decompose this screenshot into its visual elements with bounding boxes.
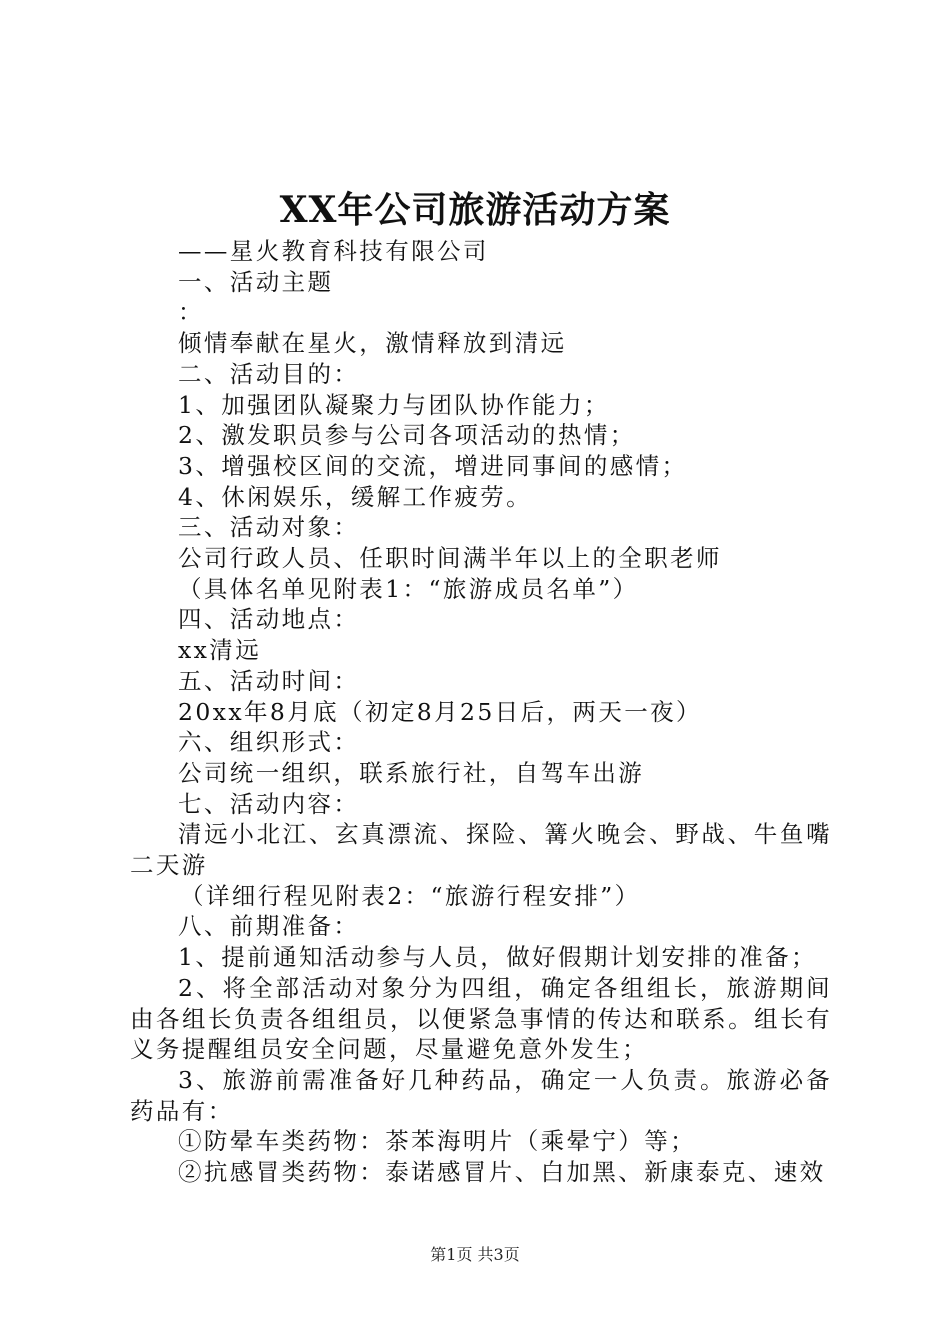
organizer-line: ——星火教育科技有限公司 — [178, 237, 489, 265]
medicine-item-2: ②抗感冒类药物：泰诺感冒片、白加黑、新康泰克、速效 — [178, 1158, 826, 1187]
format-text: 公司统一组织，联系旅行社，自驾车出游 — [178, 758, 645, 787]
section-heading-purpose: 二、活动目的： — [178, 359, 360, 388]
participants-note: （具体名单见附表1：“旅游成员名单”） — [178, 574, 639, 603]
section-heading-participants: 三、活动对象： — [178, 513, 360, 542]
purpose-item-1: 1、加强团队凝聚力与团队协作能力； — [178, 390, 610, 419]
purpose-item-2: 2、激发职员参与公司各项活动的热情； — [178, 421, 636, 450]
participants-text: 公司行政人员、任职时间满半年以上的全职老师 — [178, 544, 722, 573]
itinerary-note: （详细行程见附表2：“旅游行程安排”） — [180, 881, 641, 910]
document-body — [130, 236, 832, 1188]
time-text: 20xx年8月底（初定8月25日后，两天一夜） — [178, 697, 702, 726]
section-heading-content: 七、活动内容： — [178, 789, 360, 818]
theme-text: 倾情奉献在星火，激情释放到清远 — [178, 329, 567, 358]
medicine-item-1: ①防晕车类药物：茶苯海明片（乘晕宁）等； — [178, 1127, 696, 1156]
section-heading-format: 六、组织形式： — [178, 728, 360, 757]
document-title: XX年公司旅游活动方案 — [279, 189, 671, 231]
prep-item-1: 1、提前通知活动参与人员，做好假期计划安排的准备； — [178, 943, 817, 972]
purpose-item-3: 3、增强校区间的交流，增进同事间的感情； — [178, 451, 688, 480]
theme-colon: ： — [178, 298, 204, 327]
section-heading-location: 四、活动地点： — [178, 605, 360, 634]
prep-item-2: 2、将全部活动对象分为四组，确定各组组长，旅游期间由各组长负责各组组员，以便紧急事情的传达和联系。组长有义务提醒组员安全问题，尽量避免意外发生； — [130, 973, 832, 1064]
location-text: xx清远 — [178, 636, 262, 665]
section-heading-preparation: 八、前期准备： — [178, 912, 360, 941]
content-paragraph: 清远小北江、玄真漂流、探险、篝火晚会、野战、牛鱼嘴二天游 — [130, 820, 832, 880]
prep-item-3: 3、旅游前需准备好几种药品，确定一人负责。旅游必备药品有： — [130, 1065, 832, 1125]
section-heading-time: 五、活动时间： — [178, 666, 360, 695]
purpose-item-4: 4、休闲娱乐，缓解工作疲劳。 — [178, 482, 533, 511]
section-heading-theme: 一、活动主题 — [178, 267, 334, 296]
page-footer: 第1页 共3页 — [430, 1245, 520, 1264]
